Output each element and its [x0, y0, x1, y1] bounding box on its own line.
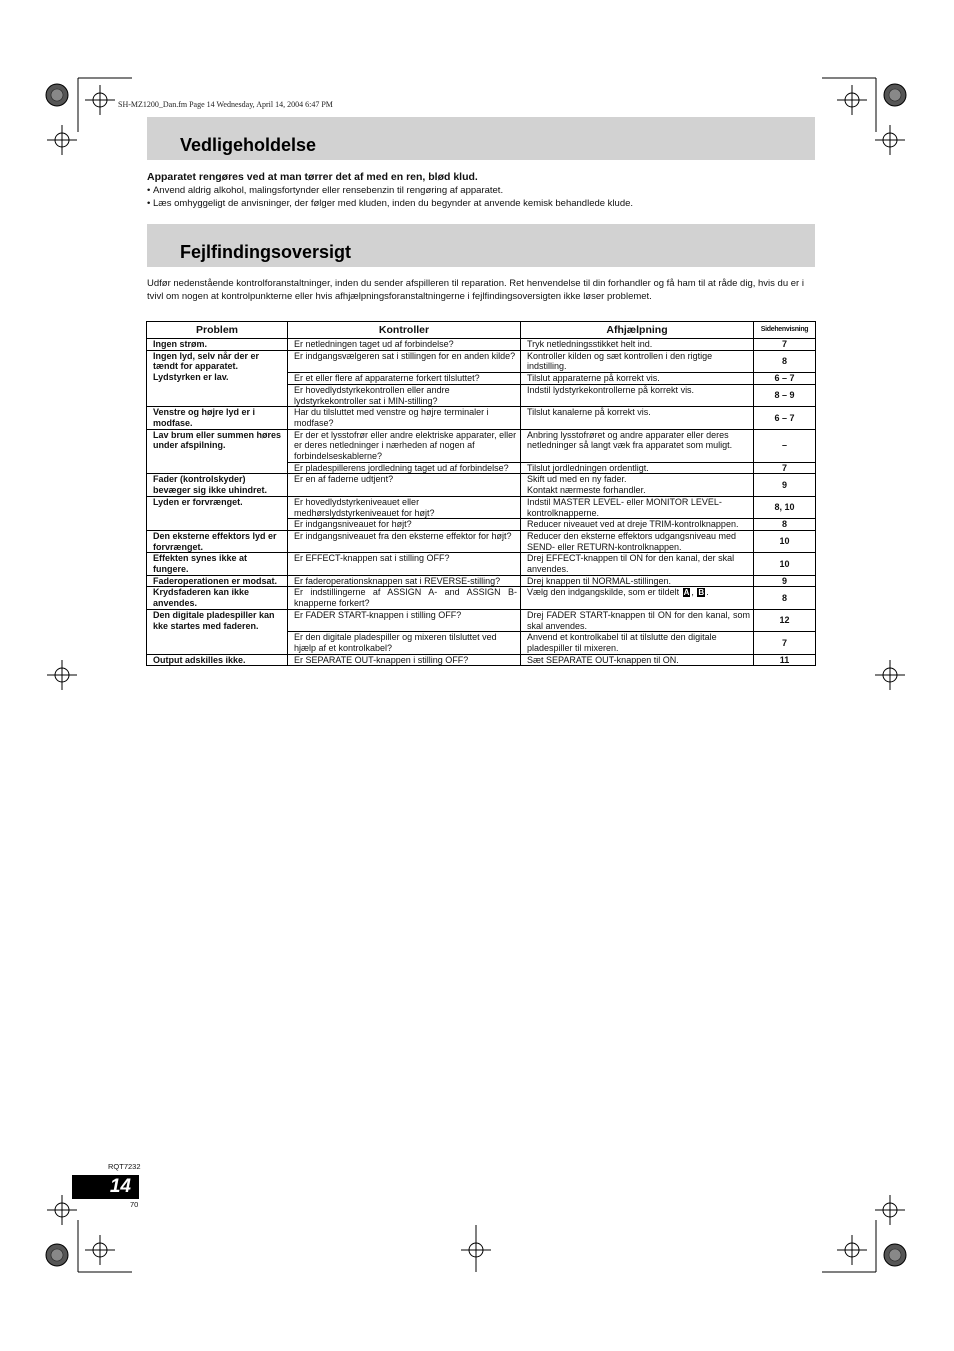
problem-cell: Fader (kontrolskyder) bevæger sig ikke uhindret. — [147, 474, 288, 496]
check-cell: Er en af faderne udtjent? — [288, 474, 521, 496]
document-code: RQT7232 — [108, 1162, 141, 1171]
remedy-cell: Drej knappen til NORMAL-stillingen. — [521, 575, 754, 587]
page-ref-cell: 7 — [754, 462, 816, 474]
troubleshooting-title: Fejlfindingsoversigt — [180, 242, 352, 262]
remedy-cell: Drej FADER START-knappen til ON for den kanal, som skal anvendes. — [521, 609, 754, 631]
page-number: 14 — [109, 1176, 131, 1197]
remedy-cell: Tilslut kanalerne på korrekt vis. — [521, 407, 754, 429]
page-ref-cell: 7 — [754, 632, 816, 654]
maintenance-title: Vedligeholdelse — [180, 135, 317, 155]
sub-page-number: 70 — [130, 1200, 139, 1209]
remedy-cell: Tryk netledningsstikket helt ind. — [521, 339, 754, 351]
problem-cell: Ingen strøm. — [147, 339, 288, 351]
color-rosette-inner — [51, 89, 63, 101]
check-cell: Er der et lysstofrør eller andre elektriske apparater, eller er deres netledninger i nærheden af nogen af forbindelseskablerne? — [288, 429, 521, 462]
check-cell: Er indgangsvælgeren sat i stillingen for en anden kilde? — [288, 350, 521, 372]
check-cell: Har du tilsluttet med venstre og højre terminaler i modfase? — [288, 407, 521, 429]
check-cell: Er indstillingerne af ASSIGN A- and ASSIGN B-knapperne forkert? — [288, 587, 521, 609]
header-problem: Problem — [147, 322, 288, 339]
page-ref-cell: 11 — [754, 654, 816, 666]
check-cell: Er indgangsniveauet for højt? — [288, 519, 521, 531]
assign-a-mark: A — [683, 588, 690, 598]
problem-cell: Lav brum eller summen høres under afspilning. — [147, 429, 288, 474]
page-ref-cell: 8 — [754, 519, 816, 531]
page-ref-cell: 8 — [754, 587, 816, 609]
header-remedy: Afhjælpning — [521, 322, 754, 339]
problem-cell: Ingen lyd, selv når der er tændt for apparatet. Lydstyrken er lav. — [147, 350, 288, 407]
maintenance-bullet: • Læs omhyggeligt de anvisninger, der følger med kluden, inden du begynder at anvende kemisk behandlede klude. — [147, 197, 815, 210]
check-cell: Er indgangsniveauet fra den eksterne effektor for højt? — [288, 530, 521, 552]
page-ref-cell: 8 — [754, 350, 816, 372]
problem-cell: Krydsfaderen kan ikke anvendes. — [147, 587, 288, 609]
header-check: Kontroller — [288, 322, 521, 339]
problem-cell: Lyden er forvrænget. — [147, 496, 288, 530]
assign-b-mark: B — [698, 588, 705, 598]
page-ref-cell: 7 — [754, 339, 816, 351]
problem-cell: Den eksterne effektors lyd er forvrænget. — [147, 530, 288, 552]
page-ref-cell: 8 – 9 — [754, 384, 816, 406]
page-ref-cell: 6 – 7 — [754, 407, 816, 429]
page-ref-cell: 10 — [754, 530, 816, 552]
page-ref-cell: 9 — [754, 575, 816, 587]
color-rosette-inner — [889, 1249, 901, 1261]
maintenance-bullet: • Anvend aldrig alkohol, malingsfortynder eller rensebenzin til rengøring af apparatet. — [147, 184, 815, 197]
remedy-cell: Vælg den indgangskilde, som er tildelt A , B . — [521, 587, 754, 609]
remedy-cell: Tilslut jordledningen ordentligt. — [521, 462, 754, 474]
check-cell: Er netledningen taget ud af forbindelse? — [288, 339, 521, 351]
maintenance-lead: Apparatet rengøres ved at man tørrer det af med en ren, blød klud. — [147, 171, 478, 183]
page-ref-cell: – — [754, 429, 816, 462]
remedy-cell: Skift ud med en ny fader. Kontakt nærmeste forhandler. — [521, 474, 754, 496]
check-cell: Er FADER START-knappen i stilling OFF? — [288, 609, 521, 631]
page-ref-cell: 10 — [754, 553, 816, 575]
page-ref-cell: 6 – 7 — [754, 373, 816, 385]
page-ref-cell: 9 — [754, 474, 816, 496]
troubleshooting-intro: Udfør nedenstående kontrolforanstaltninger, inden du sender afspilleren til reparation. Ret henvendelse til din forhandler og få ham til at råde dig, hvis du er i tvivl om nogen at kontrolpunkterne eller hvis afhjælpningsforanstaltningerne i fejlfindingsoversigten ikke løser problemet. — [147, 278, 804, 302]
color-rosette-inner — [51, 1249, 63, 1261]
problem-cell: Effekten synes ikke at fungere. — [147, 553, 288, 575]
check-cell: Er faderoperationsknappen sat i REVERSE-stilling? — [288, 575, 521, 587]
problem-cell: Faderoperationen er modsat. — [147, 575, 288, 587]
check-cell: Er EFFECT-knappen sat i stilling OFF? — [288, 553, 521, 575]
page-ref-cell: 12 — [754, 609, 816, 631]
remedy-cell: Anbring lysstofrøret og andre apparater eller deres netledninger så langt væk fra apparatet som muligt. — [521, 429, 754, 462]
page-ref-cell: 8, 10 — [754, 496, 816, 518]
remedy-text: Vælg den indgangskilde, som er tildelt — [527, 587, 680, 598]
check-cell: Er den digitale pladespiller og mixeren tilsluttet ved hjælp af et kontrolkabel? — [288, 632, 521, 654]
check-cell: Er et eller flere af apparaterne forkert tilsluttet? — [288, 373, 521, 385]
problem-cell: Den digitale pladespiller kan kke startes med faderen. — [147, 609, 288, 654]
remedy-cell: Kontroller kilden og sæt kontrollen i den rigtige indstilling. — [521, 350, 754, 372]
remedy-cell: Indstil MASTER LEVEL- eller MONITOR LEVEL-kontrolknapperne. — [521, 496, 754, 518]
remedy-cell: Anvend et kontrolkabel til at tilslutte den digitale pladespiller til mixeren. — [521, 632, 754, 654]
remedy-cell: Reducer niveauet ved at dreje TRIM-kontrolknappen. — [521, 519, 754, 531]
remedy-cell: Indstil lydstyrkekontrollerne på korrekt vis. — [521, 384, 754, 406]
remedy-cell: Reducer den eksterne effektors udgangsniveau med SEND- eller RETURN-kontrolknappen. — [521, 530, 754, 552]
color-rosette-inner — [889, 89, 901, 101]
problem-cell: Output adskilles ikke. — [147, 654, 288, 666]
check-cell: Er hovedlydstyrkekontrollen eller andre lydstyrkekontroller sat i MIN-stilling? — [288, 384, 521, 406]
remedy-cell: Drej EFFECT-knappen til ON for den kanal, der skal anvendes. — [521, 553, 754, 575]
file-info: SH-MZ1200_Dan.fm Page 14 Wednesday, April 14, 2004 6:47 PM — [118, 100, 333, 109]
problem-cell: Venstre og højre lyd er i modfase. — [147, 407, 288, 429]
check-cell: Er SEPARATE OUT-knappen i stilling OFF? — [288, 654, 521, 666]
header-page: Sidehenvisning — [754, 322, 816, 339]
remedy-cell: Sæt SEPARATE OUT-knappen til ON. — [521, 654, 754, 666]
check-cell: Er pladespillerens jordledning taget ud af forbindelse? — [288, 462, 521, 474]
remedy-cell: Tilslut apparaterne på korrekt vis. — [521, 373, 754, 385]
check-cell: Er hovedlydstyrkeniveauet eller medhørslydstyrkeniveauet for højt? — [288, 496, 521, 518]
